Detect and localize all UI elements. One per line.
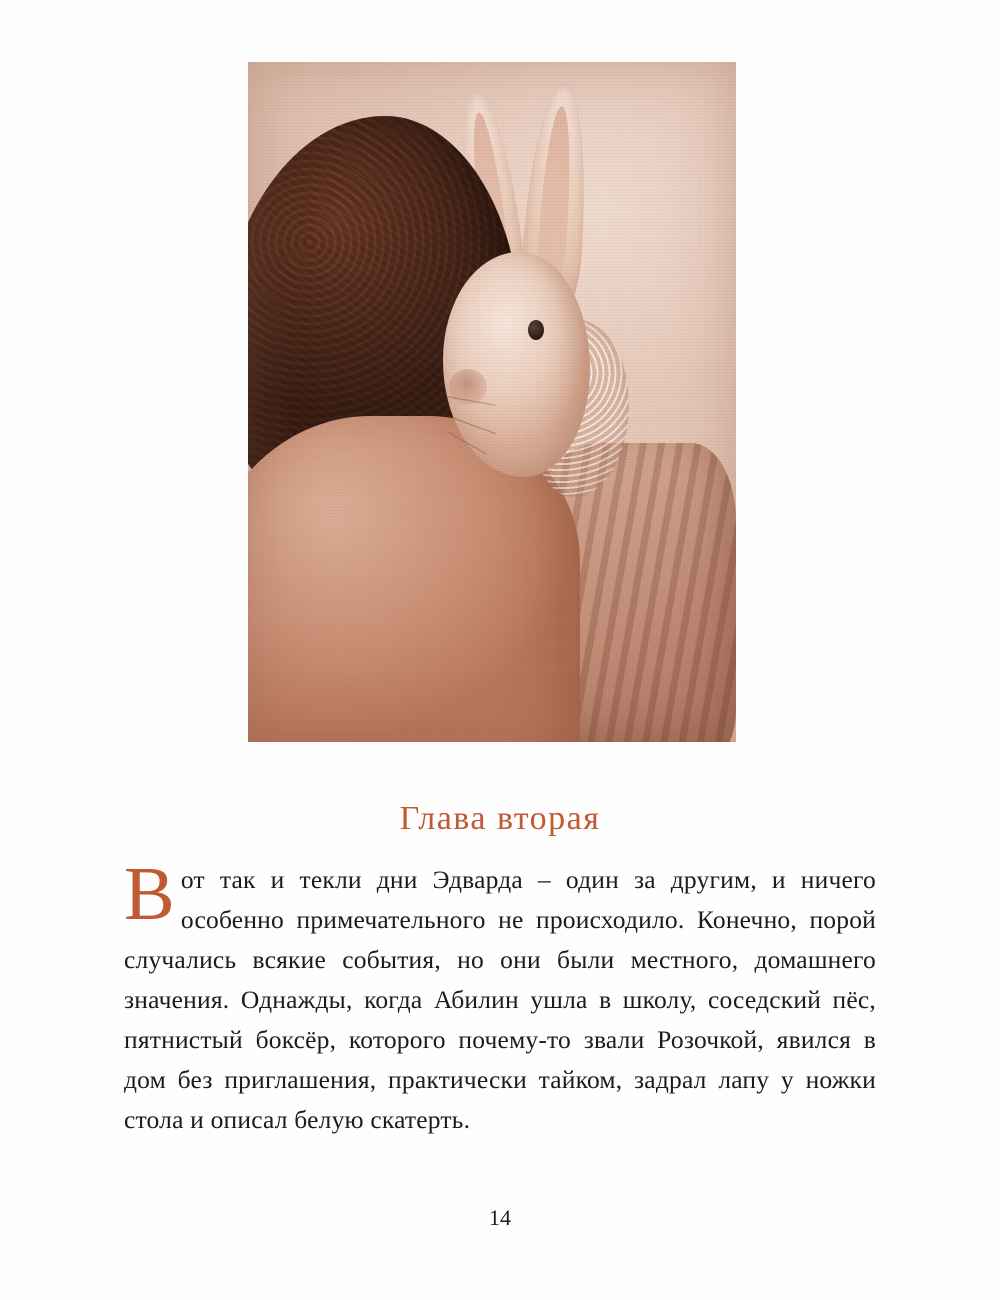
drop-cap: В: [124, 852, 175, 936]
body-paragraph: [124, 852, 876, 1140]
illustration-container: [248, 62, 736, 742]
sepia-illustration-girl-hugging-rabbit: [248, 62, 736, 742]
chapter-title: Глава вторая: [399, 800, 601, 837]
illustration-grain: [248, 62, 736, 742]
body-paragraph-text: от так и текли дни Эдварда – один за другим, и ничего особенно примечательного не происходило. Конечно, порой случались всякие события, но они были местного, домашнего значения. Однажды, когда Абилин ушла в школу, соседский пёс, пятнистый боксёр, которого почему-то звали Розочкой, явился в дом без приглашения, практически тайком, задрал лапу у ножки стола и описал белую скатерть.: [124, 865, 876, 1134]
page-number: 14: [489, 1205, 511, 1230]
